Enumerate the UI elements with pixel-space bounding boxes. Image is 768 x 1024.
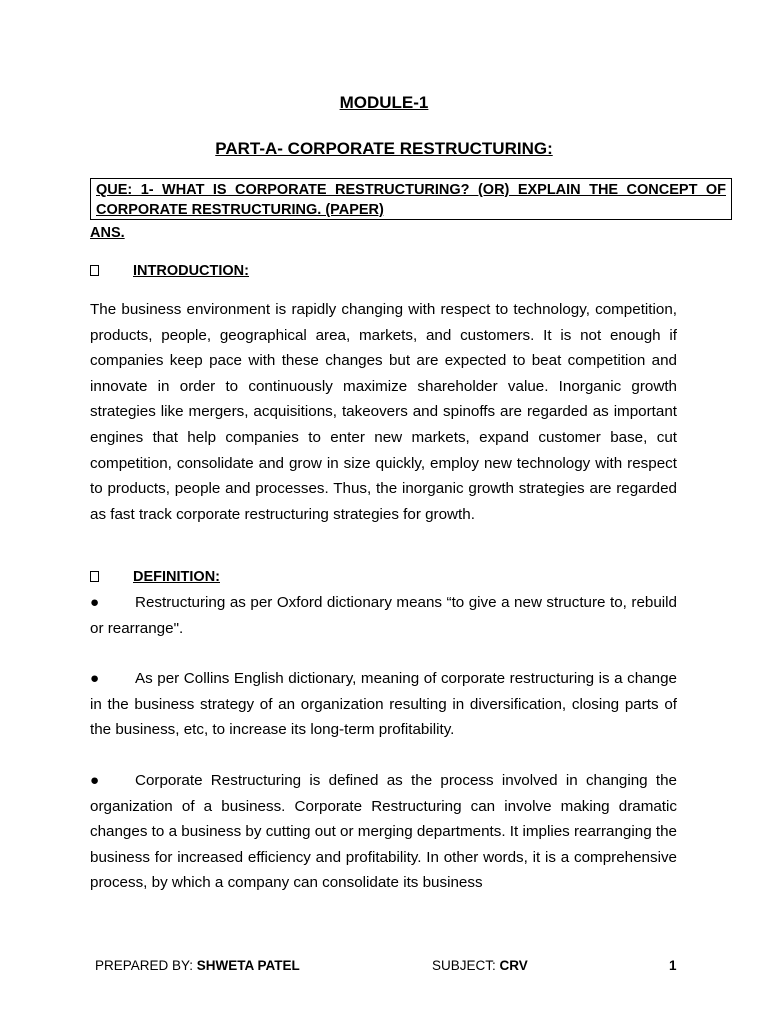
- subject-value: CRV: [499, 958, 528, 973]
- question-text: QUE: 1- WHAT IS CORPORATE RESTRUCTURING? (OR) EXPLAIN THE CONCEPT OF CORPORATE RESTRUCTURING. (PAPER): [96, 182, 726, 218]
- prepared-by: [95, 958, 300, 973]
- checkbox-bullet-icon: [90, 571, 99, 582]
- checkbox-bullet-icon: [90, 265, 99, 276]
- bullet-icon: ●: [90, 670, 100, 687]
- definition-bullet-text: Restructuring as per Oxford dictionary means “to give a new structure to, rebuild or rearrange".: [90, 594, 677, 637]
- bullet-icon: ●: [90, 772, 100, 789]
- definition-bullet-1: [90, 590, 677, 641]
- answer-label: ANS.: [90, 225, 125, 241]
- page-footer: [0, 958, 768, 976]
- prepared-by-name: SHWETA PATEL: [196, 958, 300, 973]
- prepared-by-label: PREPARED BY:: [95, 958, 197, 973]
- definition-bullet-text: Corporate Restructuring is defined as the process involved in changing the organization of a business. Corporate Restructuring can involve making dramatic changes to a business by cutting out or merging departments. It implies rearranging the business for increased efficiency and profitability. In other words, it is a comprehensive process, by which a company can consolidate its business: [90, 772, 677, 892]
- page-number: 1: [669, 958, 677, 973]
- introduction-heading: [90, 263, 249, 279]
- part-title: PART-A- CORPORATE RESTRUCTURING:: [215, 139, 553, 158]
- introduction-heading-label: INTRODUCTION:: [133, 263, 249, 279]
- subject-label: SUBJECT:: [432, 958, 500, 973]
- definition-bullet-3: [90, 768, 677, 896]
- question-box: [90, 178, 732, 220]
- definition-bullet-2: [90, 666, 677, 743]
- introduction-paragraph: The business environment is rapidly changing with respect to technology, competition, products, people, geographical area, markets, and customers. It is not enough if companies keep pace with these changes but are expected to beat competition and innovate in order to continuously maximize shareholder value. Inorganic growth strategies like mergers, acquisitions, takeovers and spinoffs are regarded as important engines that help companies to enter new markets, expand customer base, cut competition, consolidate and grow in size quickly, employ new technology with respect to products, people and processes. Thus, the inorganic growth strategies are regarded as fast track corporate restructuring strategies for growth.: [90, 301, 677, 523]
- bullet-icon: ●: [90, 594, 100, 611]
- definition-bullet-text: As per Collins English dictionary, meaning of corporate restructuring is a change in the business strategy of an organization resulting in diversification, closing parts of the business, etc, to increase its long-term profitability.: [90, 670, 677, 739]
- definition-heading: [90, 569, 220, 585]
- subject: [432, 958, 528, 973]
- module-title: MODULE-1: [339, 93, 429, 112]
- definition-heading-label: DEFINITION:: [133, 569, 220, 585]
